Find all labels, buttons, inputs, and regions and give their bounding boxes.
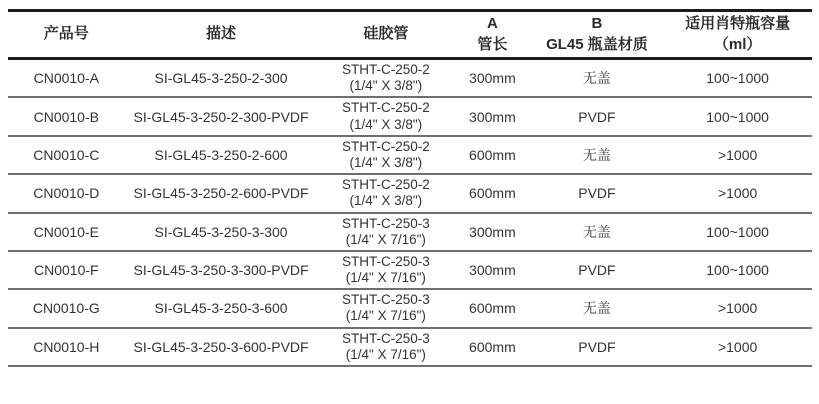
table-row (8, 59, 812, 98)
product-spec-table (8, 9, 812, 367)
cap-material-cell: 无盖 (582, 300, 611, 317)
bottle-capacity-cell: >1000 (717, 300, 758, 317)
header-tube-length-line2: 管长 (477, 35, 508, 53)
header-tube-length (454, 11, 530, 59)
table-row (8, 136, 812, 174)
tube-cell (318, 289, 455, 327)
bottle-capacity-cell: 100~1000 (706, 108, 769, 125)
bottle-capacity-cell: 100~1000 (706, 262, 769, 279)
tube-length-cell: 600mm (469, 146, 516, 163)
tube-model: STHT-C-250-2 (341, 62, 430, 77)
tube-size: (1/4" X 3/8") (349, 193, 423, 209)
bottle-capacity-cell: 100~1000 (706, 223, 769, 240)
tube-length-cell: 600mm (469, 300, 516, 317)
table-row (8, 328, 812, 366)
table-row (8, 97, 812, 135)
product-no-cell: CN0010-E (33, 223, 99, 240)
cap-material-cell: PVDF (578, 262, 616, 279)
cap-material-cell: 无盖 (582, 70, 611, 87)
tube-cell (318, 251, 455, 289)
table-row (8, 289, 812, 327)
tube-model: STHT-C-250-3 (341, 253, 430, 269)
header-cap-material (531, 11, 664, 59)
product-no-cell: CN0010-F (33, 262, 99, 279)
description-cell: SI-GL45-3-250-3-600-PVDF (133, 338, 309, 355)
description-cell: SI-GL45-3-250-2-300 (154, 70, 288, 87)
table-header (8, 11, 812, 59)
header-description: 描述 (206, 25, 237, 43)
tube-size: (1/4" X 7/16") (345, 270, 426, 286)
header-product-no: 产品号 (43, 25, 89, 43)
bottle-capacity-cell: >1000 (717, 146, 758, 163)
tube-size: (1/4" X 7/16") (345, 308, 426, 324)
tube-length-cell: 300mm (469, 70, 516, 87)
bottle-capacity-cell: 100~1000 (706, 70, 769, 87)
tube-size: (1/4" X 3/8") (349, 154, 423, 170)
description-cell: SI-GL45-3-250-3-300-PVDF (133, 262, 309, 279)
cap-material-cell: PVDF (578, 108, 616, 125)
cap-material-cell: 无盖 (582, 146, 611, 163)
product-no-cell: CN0010-B (33, 108, 99, 125)
tube-length-cell: 600mm (469, 185, 516, 202)
header-cap-material-line2: GL45 瓶盖材质 (546, 35, 648, 53)
bottle-capacity-cell: >1000 (717, 338, 758, 355)
table-row (8, 213, 812, 251)
tube-size: (1/4" X 3/8") (349, 116, 423, 132)
tube-model: STHT-C-250-2 (341, 177, 430, 193)
tube-length-cell: 300mm (469, 262, 516, 279)
tube-model: STHT-C-250-3 (341, 292, 430, 308)
tube-model: STHT-C-250-2 (341, 138, 430, 154)
product-no-cell: CN0010-C (33, 146, 100, 163)
description-cell: SI-GL45-3-250-2-600-PVDF (133, 185, 309, 202)
tube-size: (1/4" X 7/16") (345, 231, 426, 247)
description-cell: SI-GL45-3-250-3-600 (154, 300, 288, 317)
header-tube-length-line1: A (486, 15, 498, 33)
header-bottle-capacity-line1: 适用肖特瓶容量 (685, 15, 791, 33)
product-no-cell: CN0010-G (32, 300, 100, 317)
tube-cell (318, 174, 455, 212)
tube-cell (318, 59, 455, 98)
header-tube: 硅胶管 (363, 25, 409, 43)
tube-size: (1/4" X 7/16") (345, 346, 426, 362)
tube-model: STHT-C-250-3 (341, 330, 430, 346)
tube-model: STHT-C-250-2 (341, 100, 430, 116)
header-bottle-capacity (663, 11, 812, 59)
table-row (8, 251, 812, 289)
tube-length-cell: 300mm (469, 108, 516, 125)
product-no-cell: CN0010-H (33, 338, 100, 355)
tube-cell (318, 136, 455, 174)
tube-model: STHT-C-250-3 (341, 215, 430, 231)
description-cell: SI-GL45-3-250-2-600 (154, 146, 288, 163)
header-row (8, 11, 812, 59)
product-spec-table-container (8, 9, 812, 367)
tube-cell (318, 97, 455, 135)
tube-length-cell: 600mm (469, 338, 516, 355)
product-no-cell: CN0010-A (33, 70, 99, 87)
table-row (8, 174, 812, 212)
tube-size: (1/4" X 3/8") (349, 78, 423, 94)
table-body (8, 59, 812, 367)
header-cap-material-line1: B (591, 15, 603, 33)
tube-cell (318, 328, 455, 366)
description-cell: SI-GL45-3-250-3-300 (154, 223, 288, 240)
bottle-capacity-cell: >1000 (717, 185, 758, 202)
description-cell: SI-GL45-3-250-2-300-PVDF (133, 108, 309, 125)
cap-material-cell: PVDF (578, 185, 616, 202)
tube-length-cell: 300mm (469, 223, 516, 240)
tube-cell (318, 213, 455, 251)
product-no-cell: CN0010-D (33, 185, 100, 202)
header-bottle-capacity-line2: （ml） (713, 35, 762, 53)
cap-material-cell: PVDF (578, 338, 616, 355)
cap-material-cell: 无盖 (582, 223, 611, 240)
